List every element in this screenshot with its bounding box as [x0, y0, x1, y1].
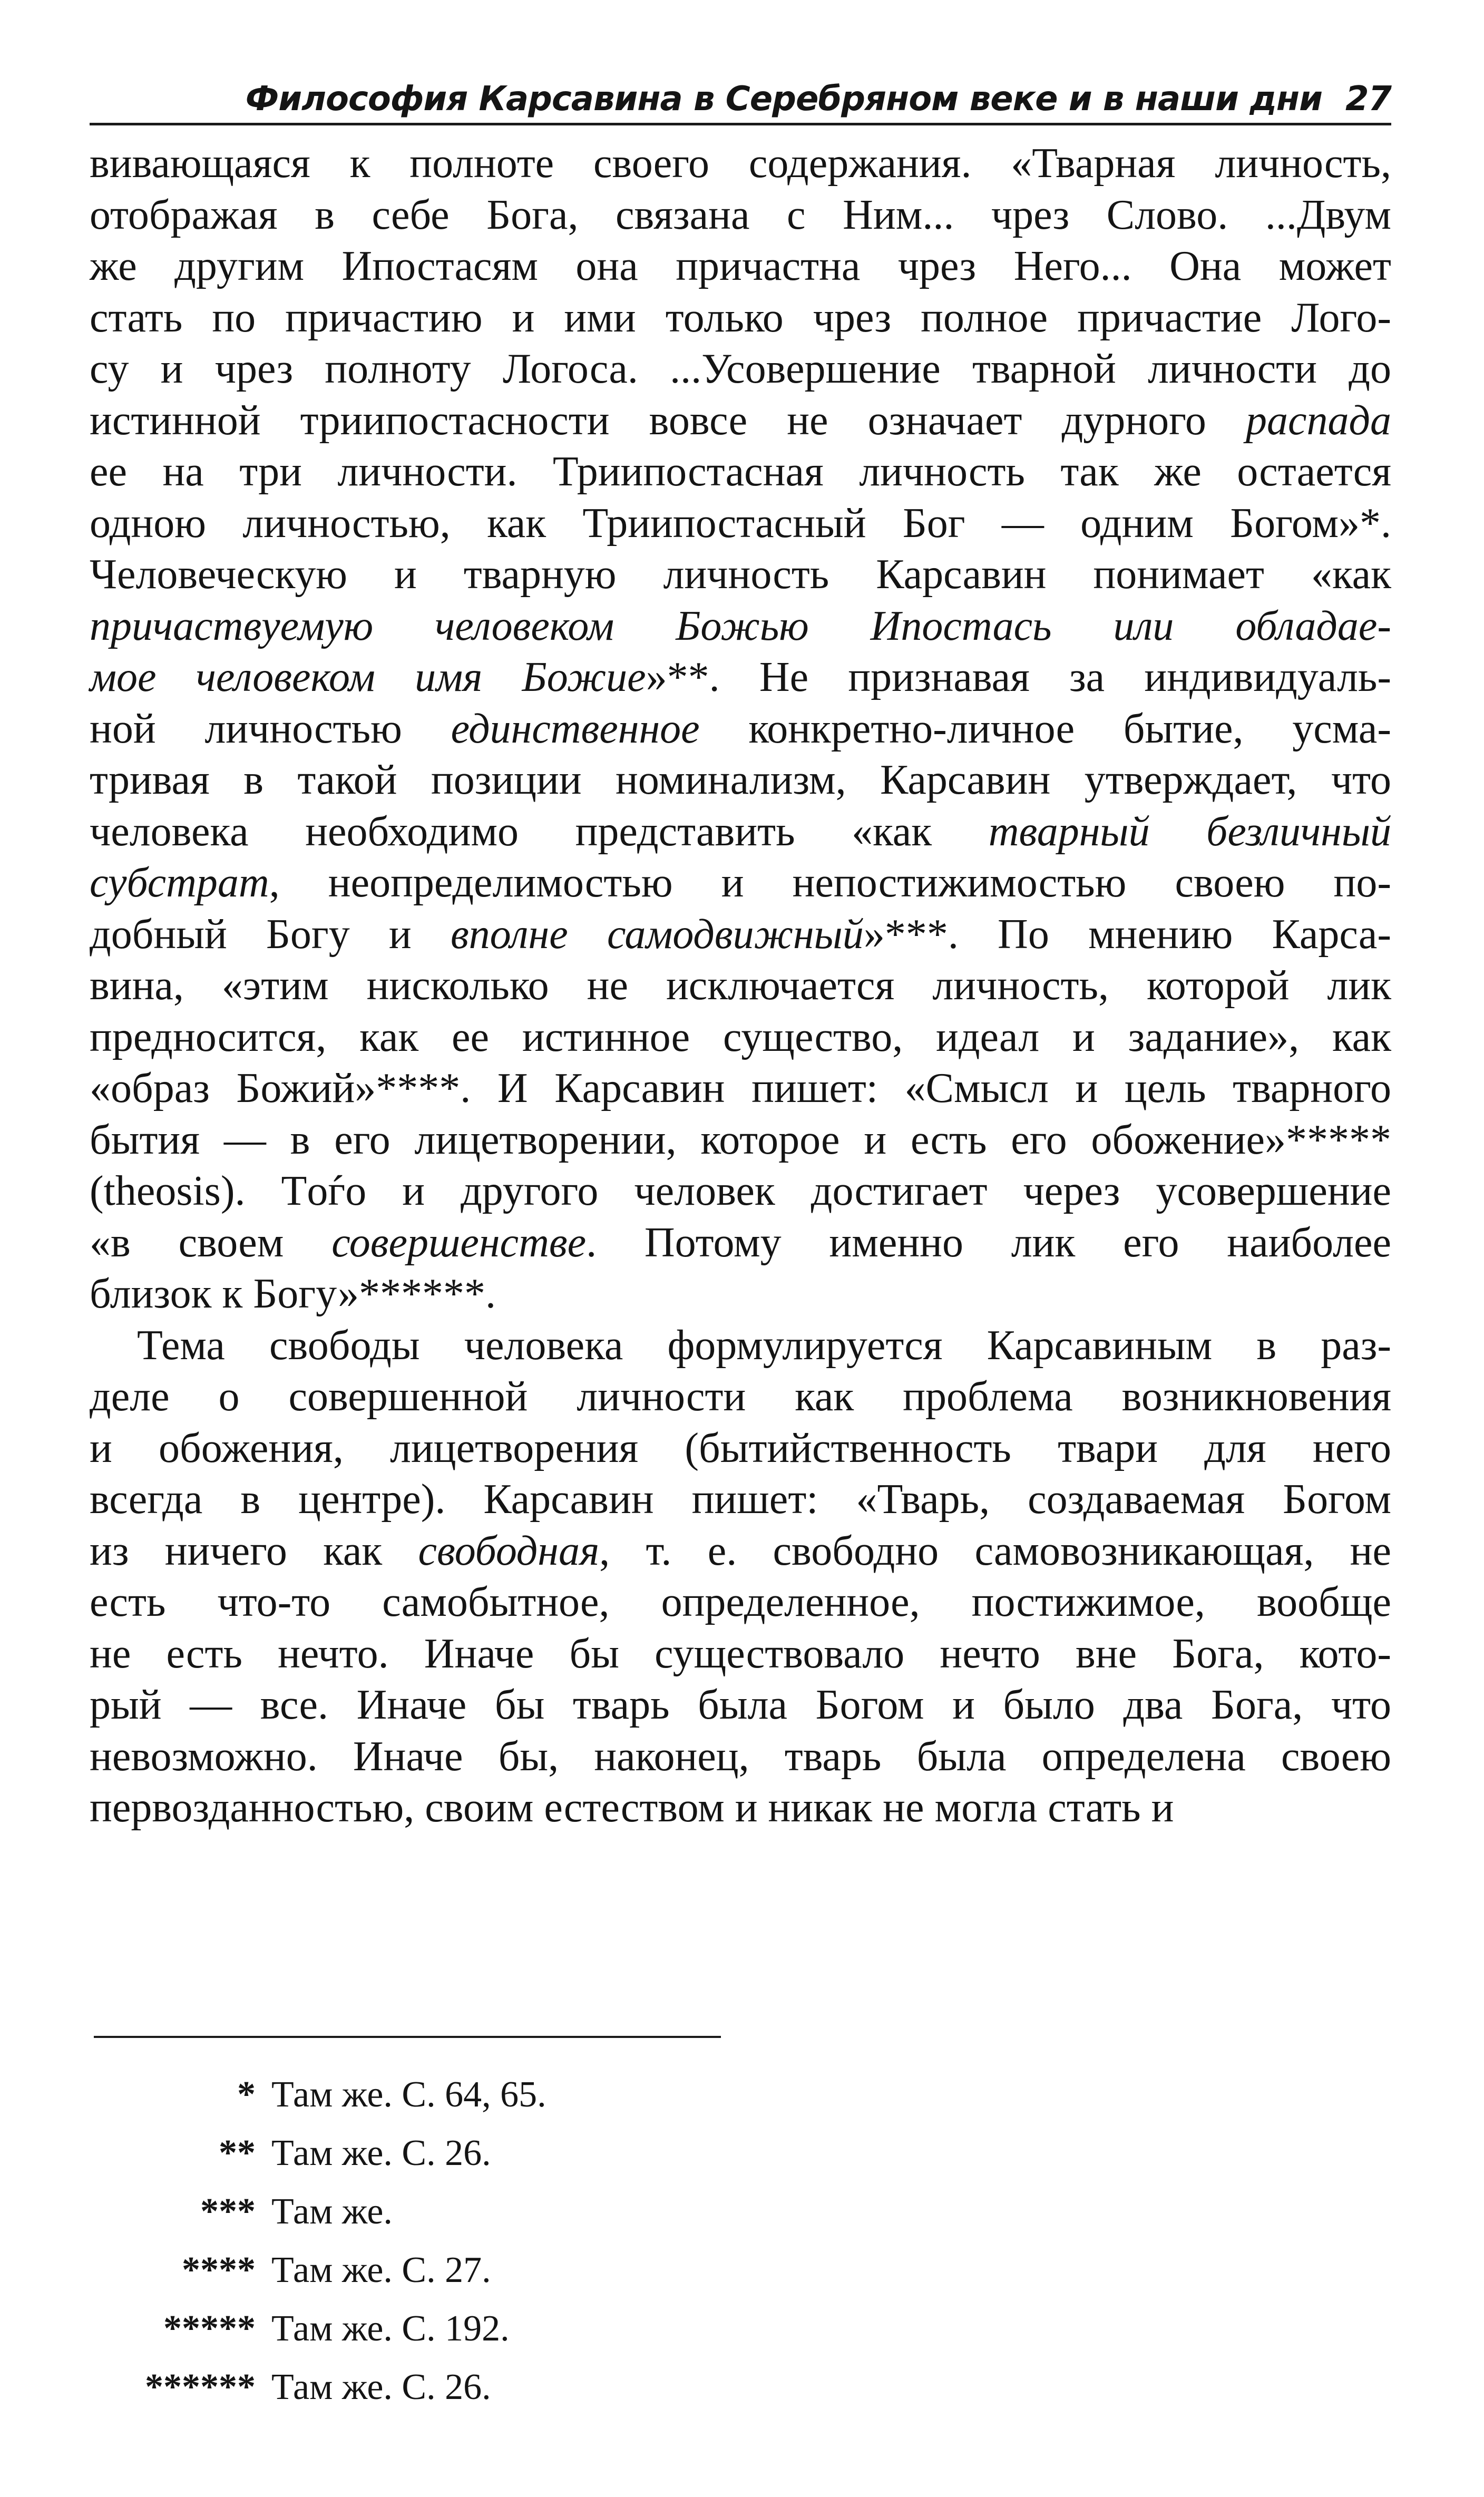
text-segment: су и чрез полноту Логоса. ...Усовершение тварной личности до — [90, 346, 1391, 392]
text-line — [90, 704, 1391, 755]
footnote-mark: * — [237, 2074, 256, 2115]
footnote-mark: ** — [219, 2133, 256, 2173]
running-header — [90, 62, 1391, 125]
footnote-text: Там же. С. 27. — [271, 2250, 491, 2290]
text-segment: конкретно-личное бытие, усма- — [699, 705, 1392, 752]
footnote-text: Там же. С. 26. — [271, 2133, 491, 2173]
text-segment: , т. е. свободно самовозникающая, не — [599, 1527, 1391, 1574]
text-line — [90, 1371, 1391, 1423]
text-segment: невозможно. Иначе бы, наконец, тварь была определена своею — [90, 1733, 1391, 1780]
text-line — [90, 1320, 1391, 1372]
header-title: Философия Карсавина в Серебряном веке и в наши дни — [245, 80, 1322, 119]
footnote — [90, 2308, 827, 2366]
text-line — [90, 960, 1391, 1012]
text-line — [90, 601, 1391, 652]
text-segment: вивающаяся к полноте своего содержания. «Тварная личность, — [90, 140, 1391, 187]
italic-text: совершенстве — [331, 1219, 587, 1266]
text-segment: «в своем — [90, 1219, 332, 1266]
text-segment: тривая в такой позиции номинализм, Карсавин утверждает, что — [90, 757, 1391, 803]
text-line — [90, 395, 1391, 447]
text-segment: «образ Божий»****. И Карсавин пишет: «Смысл и цель тварного — [90, 1065, 1391, 1111]
text-segment: первозданностью, своим естеством и никак не могла стать и — [90, 1784, 1174, 1831]
text-segment: близок к Богу»******. — [90, 1271, 496, 1317]
text-line — [90, 1166, 1391, 1217]
footnote-text: Там же. С. 192. — [271, 2308, 510, 2349]
text-segment: и обожения, лицетворения (бытийственность твари для него — [90, 1425, 1391, 1471]
text-segment: истинной триипостасности вовсе не означает дурного — [90, 397, 1246, 444]
page-number: 27 — [1345, 80, 1391, 119]
text-segment: ной личностью — [90, 705, 451, 752]
footnote-text: Там же. С. 26. — [271, 2367, 491, 2407]
text-line — [90, 1217, 1391, 1269]
footnote — [90, 2249, 827, 2308]
italic-text: единственное — [451, 705, 700, 752]
text-line — [90, 241, 1391, 292]
text-line — [90, 344, 1391, 395]
paragraph — [90, 138, 1391, 1320]
text-line — [90, 1731, 1391, 1783]
text-segment: всегда в центре). Карсавин пишет: «Тварь, создаваемая Богом — [90, 1476, 1391, 1523]
italic-text: вполне самодвижный — [450, 911, 864, 958]
footnote-mark: ***** — [163, 2308, 256, 2349]
text-segment: »***. По мнению Карса- — [863, 911, 1391, 958]
text-line — [90, 755, 1391, 806]
text-segment: ее на три личности. Триипостасная личность так же остается — [90, 448, 1391, 495]
text-segment: есть что-то самобытное, определенное, постижимое, вообще — [90, 1579, 1391, 1625]
text-line — [90, 1115, 1391, 1166]
text-segment: »**. Не признавая за индивидуаль- — [646, 654, 1392, 700]
footnote-mark: ****** — [145, 2367, 256, 2407]
italic-text: распада — [1246, 397, 1391, 444]
text-segment: бытия — в его лицетворении, которое и есть его обожение»***** — [90, 1116, 1391, 1163]
text-line — [90, 1474, 1391, 1526]
text-segment: Тема свободы человека формулируется Карсавиным в раз- — [137, 1322, 1391, 1369]
footnote-text: Там же. — [271, 2191, 393, 2232]
text-segment: деле о совершенной личности как проблема возникновения — [90, 1373, 1391, 1420]
footnote — [90, 2366, 827, 2425]
text-segment: из ничего как — [90, 1527, 418, 1574]
text-line — [90, 1680, 1391, 1731]
text-line — [90, 549, 1391, 601]
italic-text: причаствуемую человеком Божью Ипостась или обладае- — [90, 602, 1391, 649]
text-segment: предносится, как ее истинное существо, идеал и задание», как — [90, 1013, 1391, 1060]
text-segment: , неопределимостью и непостижимостью своею по- — [269, 860, 1391, 906]
footnote-mark: *** — [200, 2191, 256, 2232]
text-segment: (theosis). Тoѓо и другого человек достигает через усовершение — [90, 1168, 1391, 1214]
paragraph — [90, 1320, 1391, 1834]
text-segment: стать по причастию и ими только чрез полное причастие Лого- — [90, 294, 1391, 341]
text-segment: одною личностью, как Триипостасный Бог — одним Богом»*. — [90, 500, 1391, 547]
italic-text: тварный безличный — [988, 808, 1391, 855]
text-line — [90, 652, 1391, 704]
text-segment: рый — все. Иначе бы тварь была Богом и было два Бога, что — [90, 1682, 1391, 1728]
italic-text: субстрат — [90, 860, 269, 906]
text-line — [90, 1063, 1391, 1115]
footnote-separator — [94, 2036, 721, 2038]
footnote — [90, 2074, 827, 2132]
text-line — [90, 1782, 1391, 1834]
text-line — [90, 190, 1391, 241]
footnote — [90, 2191, 827, 2249]
body-text — [90, 138, 1391, 1834]
text-line — [90, 1423, 1391, 1475]
text-segment: добный Богу и — [90, 911, 451, 958]
text-segment: же другим Ипостасям она причастна чрез Него... Она может — [90, 243, 1391, 289]
text-line — [90, 1577, 1391, 1628]
text-segment: не есть нечто. Иначе бы существовало нечто вне Бога, кото- — [90, 1630, 1391, 1677]
text-line — [90, 446, 1391, 498]
text-segment: отображая в себе Бога, связана с Ним... чрез Слово. ...Двум — [90, 191, 1391, 238]
text-segment: человека необходимо представить «как — [90, 808, 989, 855]
text-line — [90, 292, 1391, 344]
text-line — [90, 857, 1391, 909]
text-segment: Человеческую и тварную личность Карсавин понимает «как — [90, 551, 1391, 598]
text-line — [90, 1012, 1391, 1064]
text-line — [90, 138, 1391, 190]
footnote — [90, 2132, 827, 2191]
footnote-text: Там же. С. 64, 65. — [271, 2074, 546, 2115]
text-line — [90, 498, 1391, 550]
footnote-mark: **** — [182, 2250, 256, 2290]
italic-text: свободная — [418, 1527, 600, 1574]
text-line — [90, 1628, 1391, 1680]
text-line — [90, 806, 1391, 858]
text-line — [90, 1526, 1391, 1577]
footnotes — [90, 2074, 827, 2425]
text-line — [90, 909, 1391, 961]
text-segment: вина, «этим нисколько не исключается личность, которой лик — [90, 962, 1391, 1009]
text-segment: . Потому именно лик его наиболее — [586, 1219, 1391, 1266]
text-line — [90, 1269, 1391, 1320]
italic-text: мое человеком имя Божие — [90, 654, 646, 700]
